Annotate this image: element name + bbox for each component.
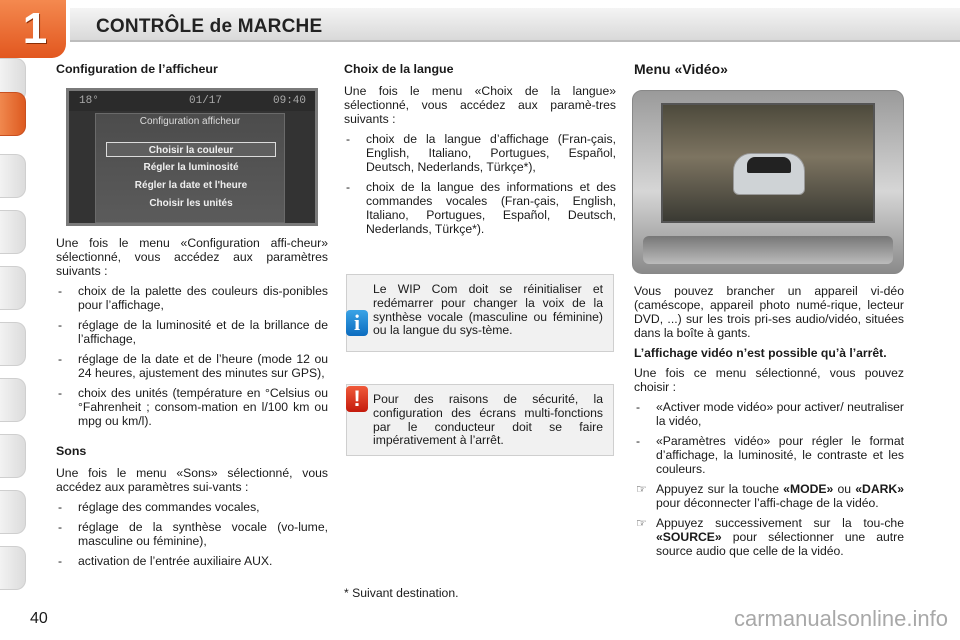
display-config-text xyxy=(56,236,328,434)
list-item-text: «Paramètres vidéo» pour régler le format d’affichage, la luminosité, le contraste et les couleurs. xyxy=(656,434,904,476)
list-item-text: choix de la langue d’affichage (Fran-çais, English, Italiano, Portugues, Español, Deutsch, Nederlands, Türkçe*), xyxy=(366,132,616,174)
side-tab[interactable] xyxy=(0,322,26,366)
screen-menu-item-brightness[interactable]: Régler la luminosité xyxy=(143,162,239,173)
video-screen xyxy=(661,103,875,223)
screen-date: 01/17 xyxy=(189,95,223,107)
bullet-dash: - xyxy=(58,520,63,534)
list-item-text: choix de la langue des informations et des commandes vocales (Fran-çais, English, Italiano, Portugues, Español, Deutsch, Nederlands, Türkçe*). xyxy=(366,180,616,236)
watermark: carmanualsonline.info xyxy=(733,606,948,631)
screen-menu-item-datetime[interactable]: Régler la date et l'heure xyxy=(134,180,248,191)
screen-menu-panel xyxy=(95,113,285,223)
page-title: CONTRÔLE de MARCHE xyxy=(96,16,323,37)
screen-menu-title: Configuration afficheur xyxy=(139,116,241,127)
bullet-dash: - xyxy=(636,434,641,448)
pointing-hand-icon: ☞ xyxy=(636,482,647,496)
sound-intro: Une fois le menu «Sons» sélectionné, vous accédez aux paramètres sui-vants : xyxy=(56,466,328,494)
side-tab[interactable] xyxy=(0,210,26,254)
screen-temperature: 18° xyxy=(79,95,99,107)
sound-list xyxy=(56,500,328,568)
list-item xyxy=(56,386,328,428)
section-heading-sound: Sons xyxy=(56,444,87,458)
video-intro2: Une fois ce menu sélectionné, vous pouvez choisir : xyxy=(634,366,904,394)
video-stop-note: L’affichage vidéo n’est possible qu’à l’arrêt. xyxy=(634,346,887,360)
bullet-dash: - xyxy=(346,180,351,194)
list-item xyxy=(56,500,328,514)
display-config-screen-image xyxy=(66,88,318,226)
list-item-text: réglage de la synthèse vocale (vo-lume, masculine ou féminine), xyxy=(78,520,328,548)
bullet-dash: - xyxy=(58,284,63,298)
bullet-dash: - xyxy=(58,386,63,400)
list-item xyxy=(634,400,904,428)
list-item-text: réglage de la date et de l’heure (mode 12 ou 24 heures, ajustement des minutes sur GPS), xyxy=(78,352,328,380)
list-item xyxy=(56,554,328,568)
hand-item-text: Appuyez sur la touche xyxy=(656,482,784,496)
list-item xyxy=(634,516,904,558)
dashboard-vents xyxy=(643,236,893,264)
video-text xyxy=(634,284,904,564)
list-item xyxy=(56,284,328,312)
list-item-text: choix de la palette des couleurs dis-ponibles pour l’affichage, xyxy=(78,284,328,312)
section-heading-video: Menu «Vidéo» xyxy=(634,61,728,77)
sound-section xyxy=(56,444,328,574)
mode-key-label: «MODE» xyxy=(783,482,834,496)
list-item xyxy=(634,434,904,476)
list-item xyxy=(344,180,616,236)
column-video xyxy=(634,62,904,84)
bullet-dash: - xyxy=(636,400,641,414)
column-language xyxy=(344,62,616,242)
side-tab[interactable] xyxy=(0,546,26,590)
car-windshield xyxy=(747,157,791,173)
dark-key-label: «DARK» xyxy=(855,482,904,496)
bullet-dash: - xyxy=(58,554,63,568)
footnote: * Suivant destination. xyxy=(344,586,459,600)
page-header xyxy=(0,0,960,53)
chapter-number: 1 xyxy=(22,4,48,53)
info-note-text: Le WIP Com doit se réinitialiser et redémarrer pour changer la voix de la synthèse vocale (masculine ou féminine) ou la langue du sys-tème. xyxy=(373,282,603,338)
source-key-label: «SOURCE» xyxy=(656,530,722,544)
section-heading-language: Choix de la langue xyxy=(344,62,454,76)
side-tab[interactable] xyxy=(0,434,26,478)
video-list xyxy=(634,400,904,558)
list-item-text: «Activer mode vidéo» pour activer/ neutraliser la vidéo, xyxy=(656,400,904,428)
hand-item-text: ou xyxy=(833,482,856,496)
bullet-dash: - xyxy=(58,318,63,332)
list-item xyxy=(56,318,328,346)
list-item xyxy=(56,352,328,380)
screen-menu-item-color[interactable]: Choisir la couleur xyxy=(106,142,276,157)
hand-item-text: pour sélectionner une autre source audio que celle de la vidéo. xyxy=(656,530,904,558)
language-intro: Une fois le menu «Choix de la langue» sélectionné, vous accédez aux paramè-tres suivants : xyxy=(344,84,616,126)
pointing-hand-icon: ☞ xyxy=(636,516,647,530)
screen-status-bar xyxy=(69,91,315,111)
side-tab[interactable] xyxy=(0,378,26,422)
hand-item-text: Appuyez successivement sur la tou-che xyxy=(656,516,904,530)
side-tab[interactable] xyxy=(0,154,26,198)
display-config-list xyxy=(56,284,328,428)
display-config-intro: Une fois le menu «Configuration affi-cheur» sélectionné, vous accédez aux paramètres suivants : xyxy=(56,236,328,278)
side-tab[interactable] xyxy=(0,266,26,310)
warning-icon: ! xyxy=(346,386,368,412)
section-heading-display: Configuration de l’afficheur xyxy=(56,62,218,76)
list-item xyxy=(344,132,616,174)
list-item xyxy=(56,520,328,548)
warning-note-text: Pour des raisons de sécurité, la configuration des écrans multi-fonctions par le conducteur doit se faire impérativement à l’arrêt. xyxy=(373,392,603,448)
list-item-text: choix des unités (température en °Celsius ou °Fahrenheit ; consom-mation en l/100 km ou mpg ou km/l). xyxy=(78,386,328,428)
list-item-text: activation de l’entrée auxiliaire AUX. xyxy=(78,554,273,568)
video-intro: Vous pouvez brancher un appareil vi-déo (caméscope, appareil photo numé-rique, lecteur DVD, ...) sur les trois pri-ses audio/vidéo, situées dans la boîte à gants. xyxy=(634,284,904,340)
column-display-config xyxy=(56,62,328,84)
language-list xyxy=(344,132,616,236)
chapter-tab xyxy=(0,0,66,58)
chapter-tab-strip xyxy=(0,58,30,578)
list-item-text: réglage de la luminosité et de la brillance de l’affichage, xyxy=(78,318,328,346)
info-icon: i xyxy=(346,310,368,336)
screen-menu-item-units[interactable]: Choisir les unités xyxy=(149,198,233,209)
info-note-box xyxy=(346,274,614,352)
side-tab[interactable] xyxy=(0,490,26,534)
list-item-text: réglage des commandes vocales, xyxy=(78,500,260,514)
side-tab-active[interactable] xyxy=(0,92,26,136)
list-item xyxy=(634,482,904,510)
screen-time: 09:40 xyxy=(273,95,307,107)
bullet-dash: - xyxy=(58,500,63,514)
warning-note-box xyxy=(346,384,614,456)
bullet-dash: - xyxy=(58,352,63,366)
page-number: 40 xyxy=(30,610,48,627)
bullet-dash: - xyxy=(346,132,351,146)
hand-item-text: pour déconnecter l’affi-chage de la vidéo. xyxy=(656,496,879,510)
video-display-image xyxy=(632,90,904,274)
